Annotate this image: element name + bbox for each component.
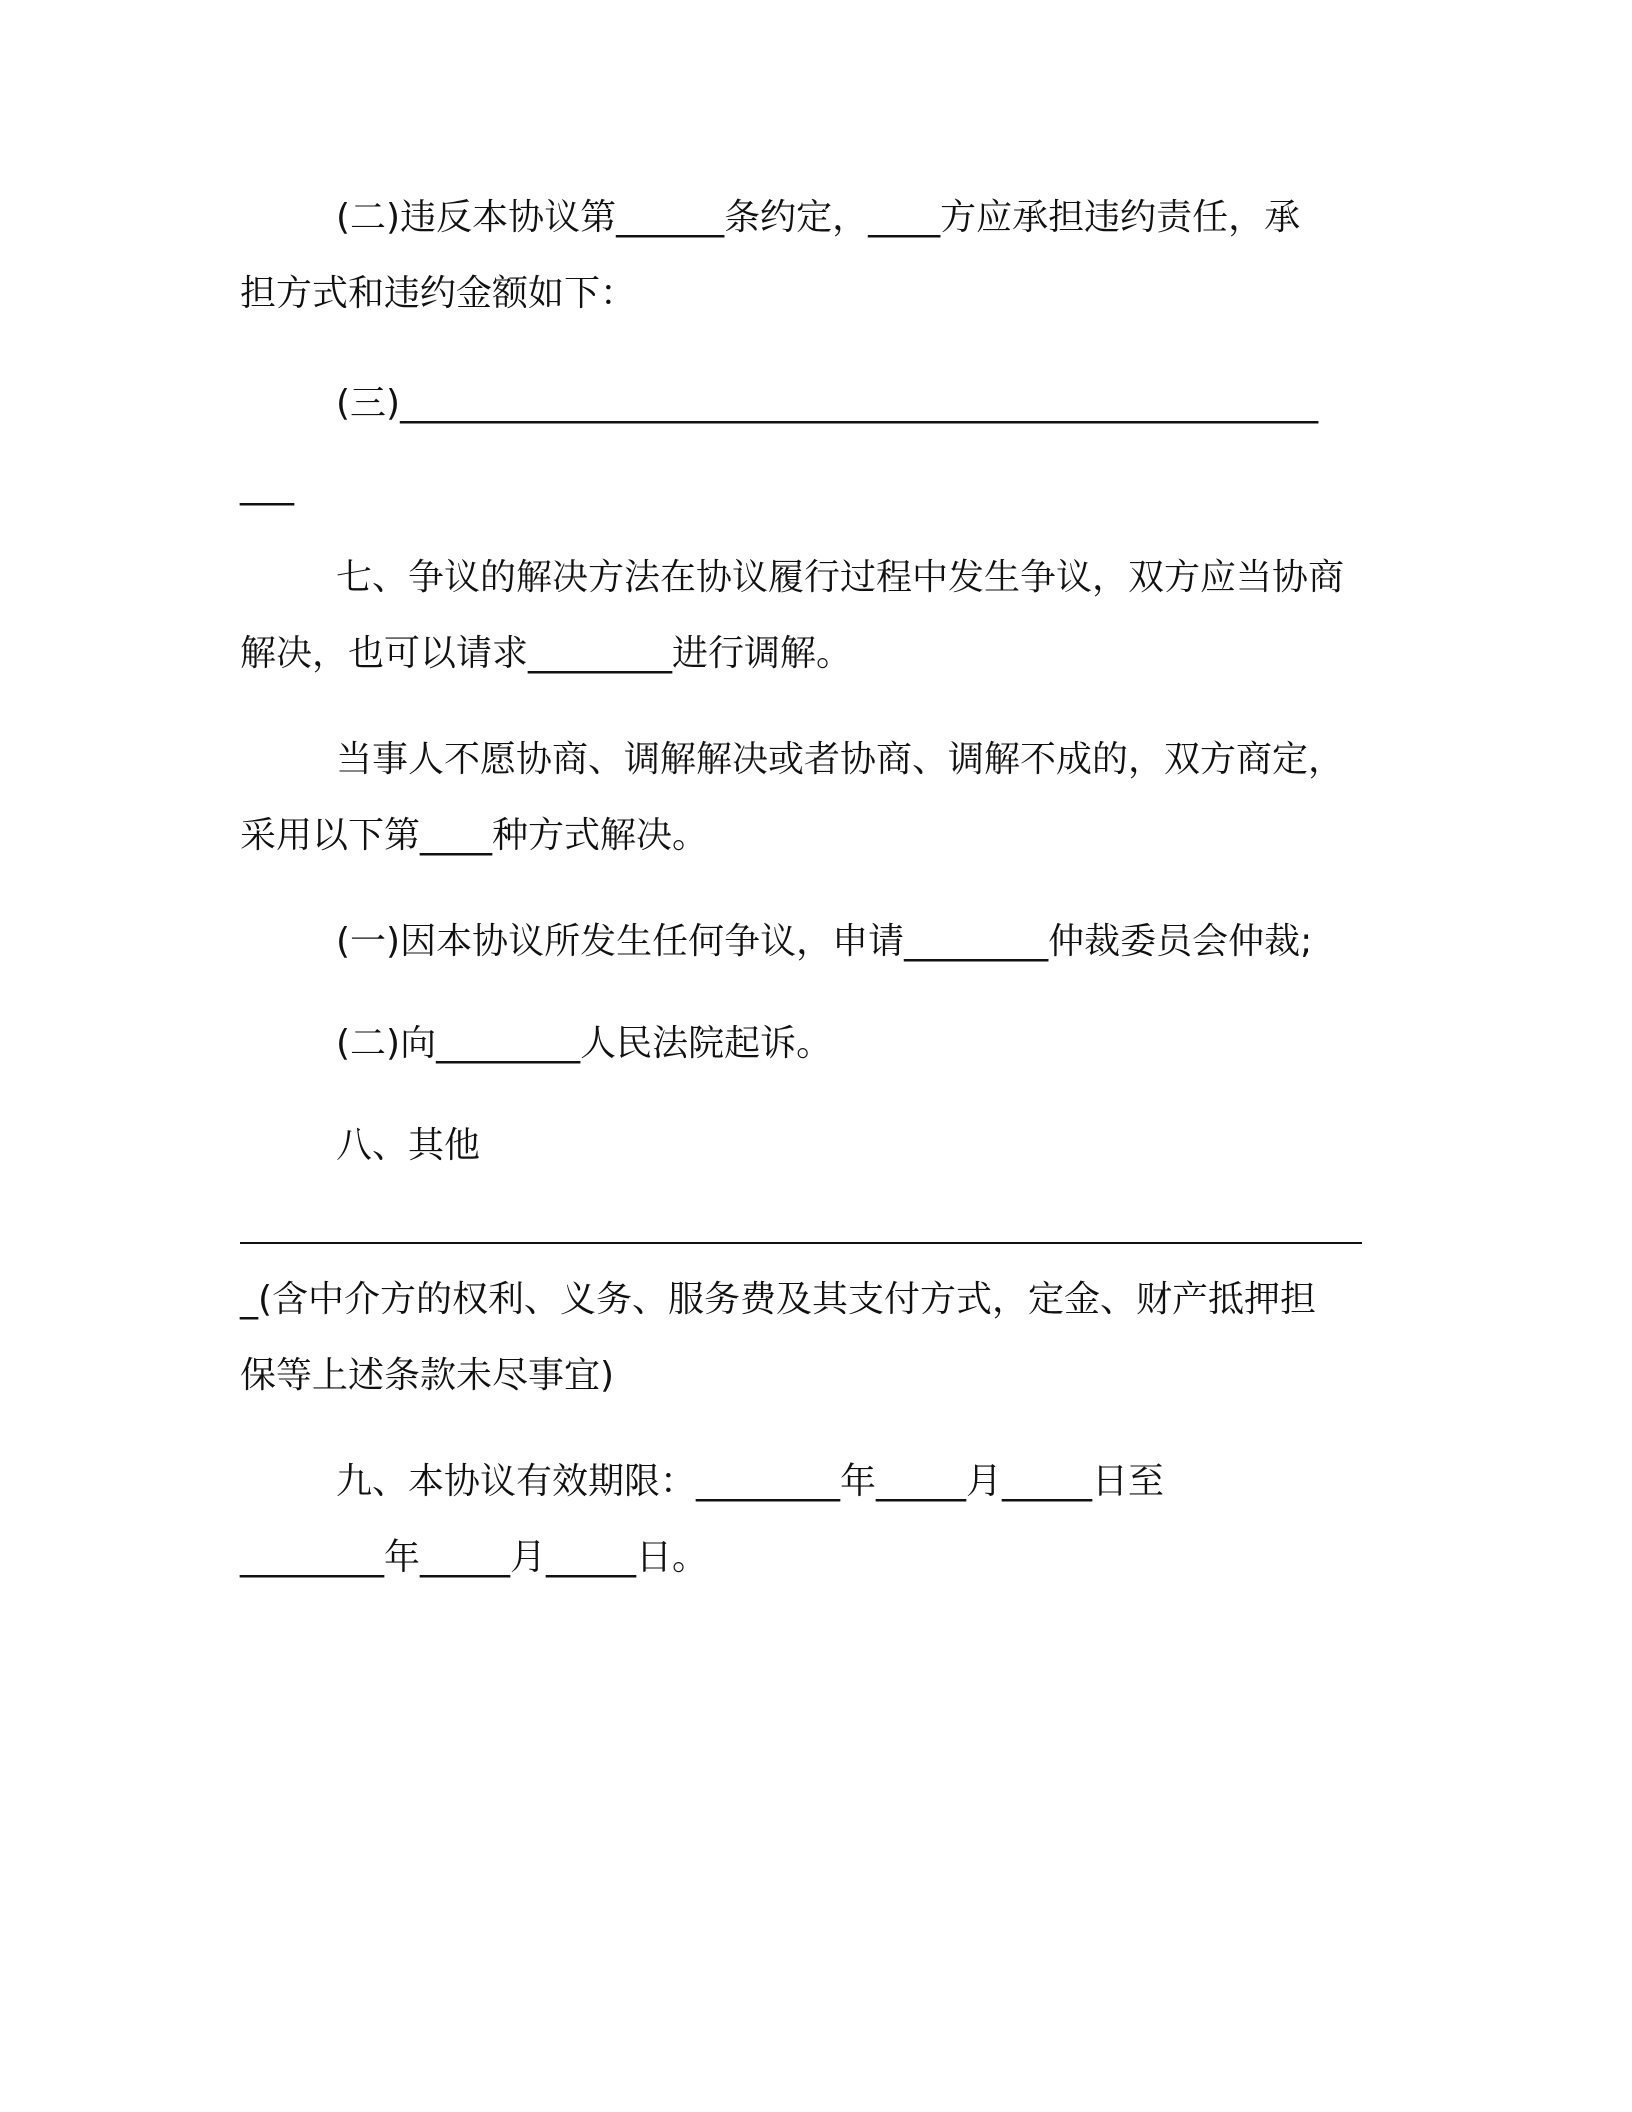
section-8-line-2: 保等上述条款未尽事宜)	[240, 1355, 615, 1396]
section-7-line-2: 解决，也可以请求________进行调解。	[240, 633, 853, 674]
clause-6-3-line-2: ___	[240, 465, 294, 506]
option-2-court: (二)向________人民法院起诉。	[336, 1023, 833, 1064]
section-7-para-2-line-1: 当事人不愿协商、调解解决或者协商、调解不成的，双方商定，	[336, 739, 1345, 780]
section-7-line-1: 七、争议的解决方法在协议履行过程中发生争议，双方应当协商	[336, 557, 1345, 598]
section-8-line-1: _(含中介方的权利、义务、服务费及其支付方式，定金、财产抵押担	[240, 1279, 1317, 1320]
clause-6-2-line-2: 担方式和违约金额如下：	[240, 273, 637, 314]
section-8-heading: 八、其他	[336, 1125, 481, 1166]
section-8-blank-rule	[240, 1242, 1362, 1244]
clause-6-2-line-1: (二)违反本协议第______条约定，____方应承担违约责任，承	[336, 197, 1301, 238]
clause-6-3-line-1: (三)___________________________________________________	[336, 383, 1319, 424]
option-1-arbitration: (一)因本协议所发生任何争议，申请________仲裁委员会仲裁;	[336, 921, 1313, 962]
section-9-line-2: ________年_____月_____日。	[240, 1537, 709, 1578]
section-9-line-1: 九、本协议有效期限：________年_____月_____日至	[336, 1461, 1165, 1502]
section-7-para-2-line-2: 采用以下第____种方式解决。	[240, 815, 709, 856]
